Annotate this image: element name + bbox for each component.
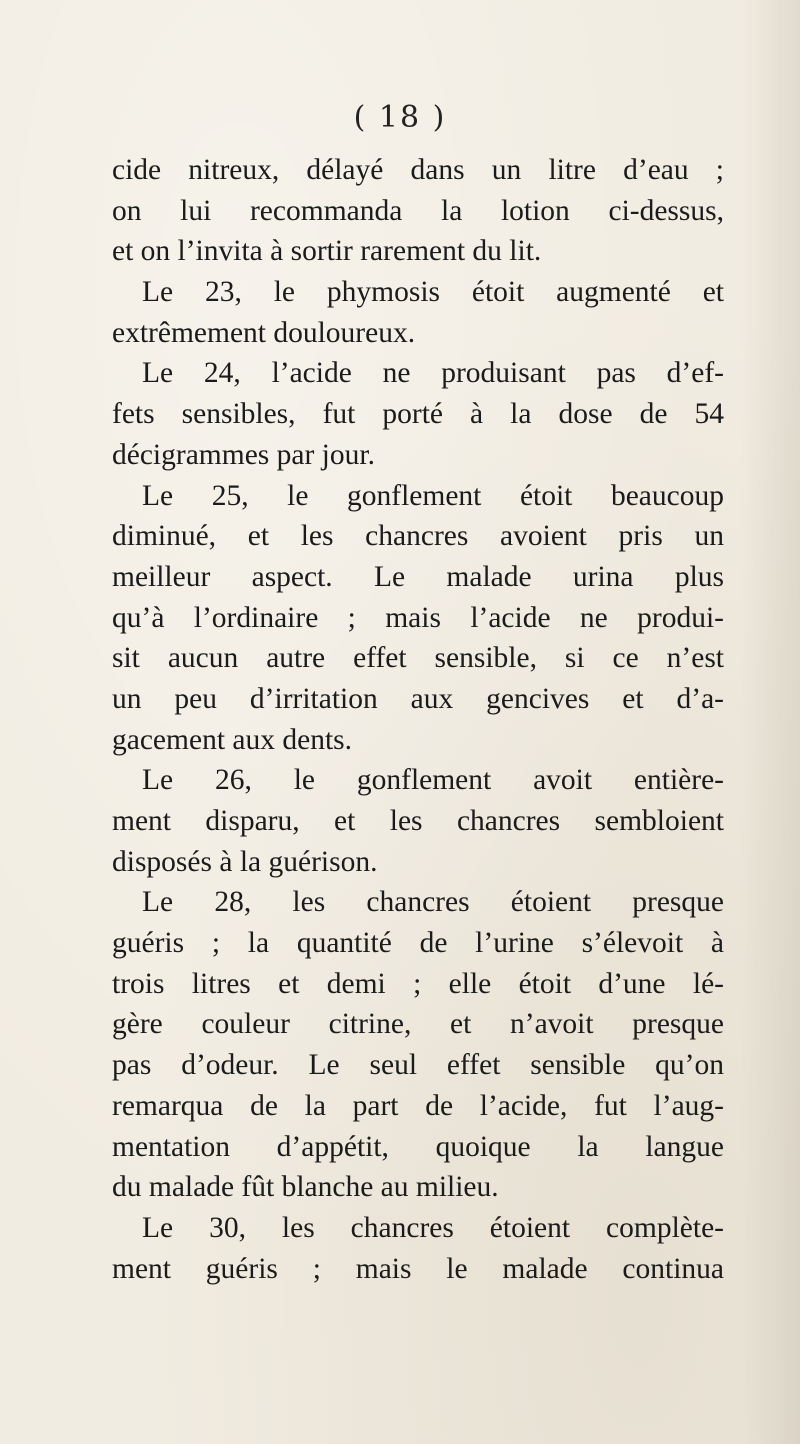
text-line: mentation d’appétit, quoique la langue <box>112 1130 724 1163</box>
text-line: ment guéris ; mais le malade continua <box>112 1252 724 1285</box>
text-line: fets sensibles, fut porté à la dose de 54 <box>112 398 724 431</box>
text-line: gacement aux dents. <box>112 723 353 756</box>
text-line: disposés à la guérison. <box>112 845 378 878</box>
text-line: cide nitreux, délayé dans un litre d’eau ; <box>112 154 724 186</box>
page-edge-shadow <box>740 0 800 1444</box>
page-number: ( 18 ) <box>353 100 447 135</box>
text-line: on lui recommanda la lotion ci-dessus, <box>112 194 724 227</box>
text-line: pas d’odeur. Le seul effet sensible qu’on <box>112 1049 724 1082</box>
text-line: trois litres et demi ; elle étoit d’une lé- <box>112 967 724 1000</box>
text-line: Le 23, le phymosis étoit augmenté et <box>142 276 724 309</box>
text-line: extrêmement douloureux. <box>112 316 416 349</box>
body-text <box>112 150 724 1289</box>
text-line: diminué, et les chancres avoient pris un <box>112 520 724 553</box>
text-line: guéris ; la quantité de l’urine s’élevoit à <box>112 927 724 960</box>
text-line: sit aucun autre effet sensible, si ce n’est <box>112 642 724 675</box>
text-line: remarqua de la part de l’acide, fut l’aug- <box>112 1089 724 1122</box>
text-line: Le 25, le gonflement étoit beaucoup <box>142 479 724 512</box>
text-line: un peu d’irritation aux gencives et d’a- <box>112 682 724 715</box>
text-line: gère couleur citrine, et n’avoit presque <box>112 1008 724 1041</box>
text-line: qu’à l’ordinaire ; mais l’acide ne produi- <box>112 601 724 634</box>
text-line: ment disparu, et les chancres sembloient <box>112 805 724 837</box>
text-line: meilleur aspect. Le malade urina plus <box>112 560 724 593</box>
text-line: du malade fût blanche au milieu. <box>112 1171 499 1204</box>
text-line: Le 30, les chancres étoient complète- <box>142 1211 724 1244</box>
text-line: Le 24, l’acide ne produisant pas d’ef- <box>142 357 724 390</box>
text-line: Le 28, les chancres étoient presque <box>142 886 724 919</box>
text-line: décigrammes par jour. <box>112 438 375 471</box>
text-line: Le 26, le gonflement avoit entière- <box>142 764 724 797</box>
text-line: et on l’invita à sortir rarement du lit. <box>112 235 542 268</box>
